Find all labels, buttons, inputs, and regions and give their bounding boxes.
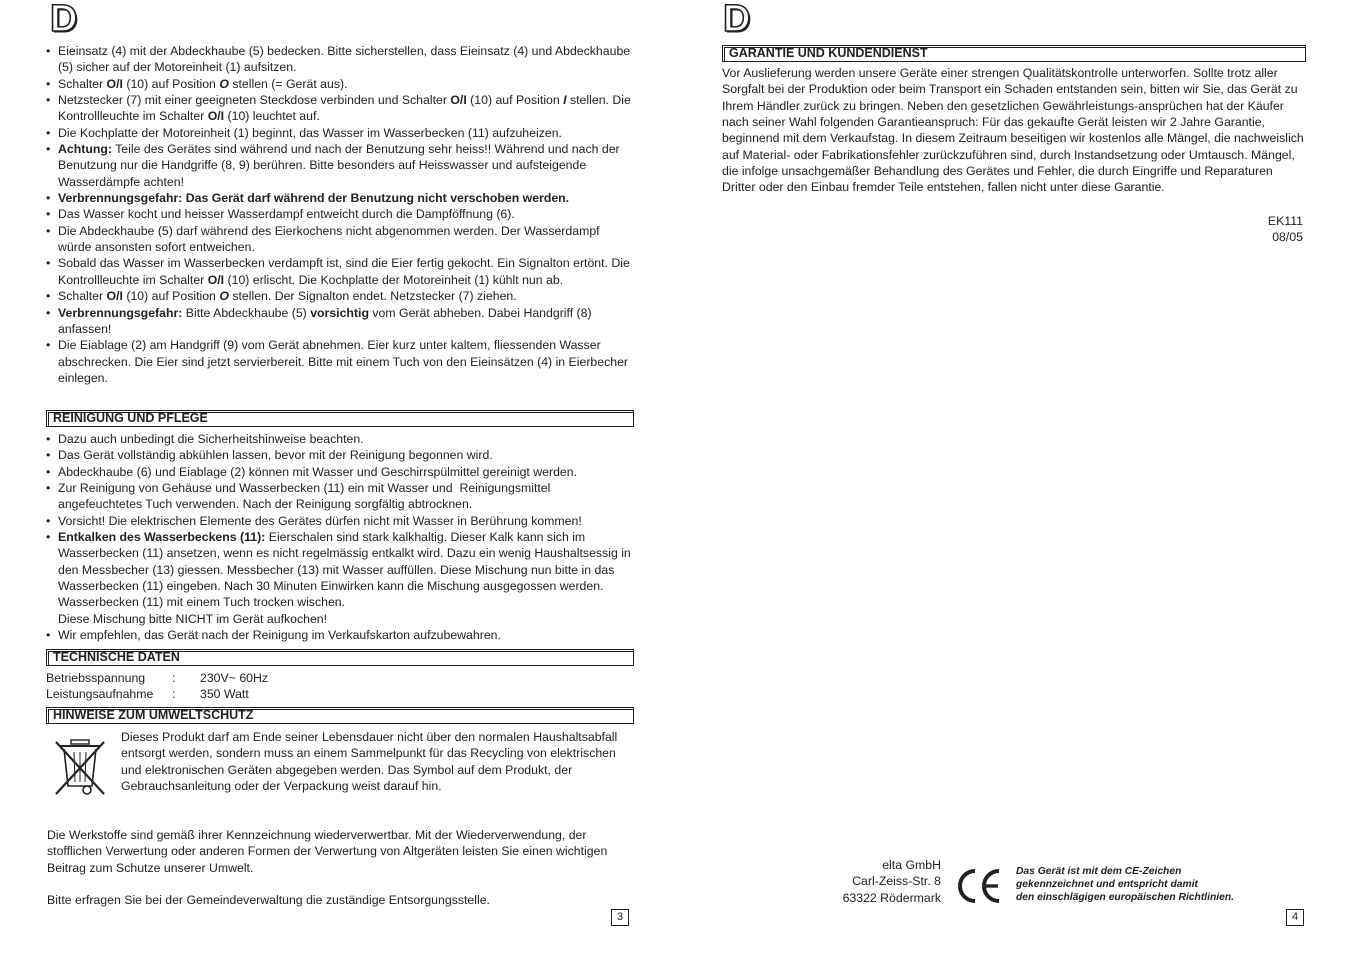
- cleaning-item: • Vorsicht! Die elektrischen Elemente des Gerätes dürfen nicht mit Wasser in Berührung kommen!: [46, 513, 632, 529]
- cleaning-item: • Zur Reinigung von Gehäuse und Wasserbecken (11) ein mit Wasser und Reinigungsmittel angefeuchtetes Tuch verwenden. Nach der Reinigung sorgfältig abtrocknen.: [46, 480, 632, 513]
- section-title-environment: HINWEISE ZUM UMWELTSCHUTZ: [46, 707, 634, 724]
- ce-mark-icon: [956, 866, 1002, 906]
- ce-statement-line: Das Gerät ist mit dem CE-Zeichen: [1016, 866, 1182, 877]
- cleaning-item: • Abdeckhaube (6) und Eiablage (2) können mit Wasser und Geschirrspülmittel gereinigt werden.: [46, 464, 632, 480]
- usage-step-item: • Die Eiablage (2) am Handgriff (9) vom Gerät abnehmen. Eier kurz unter kaltem, fliessenden Wasser abschrecken. Die Eier sind jetzt servierbereit. Bitte mit einem Tuch von den Eieinsätzen (4) in Eierbecher einlegen.: [46, 337, 632, 386]
- company-city: 63322 Rödermark: [842, 890, 941, 905]
- company-address: [830, 857, 941, 906]
- spec-value: 230V~ 60Hz: [200, 671, 269, 685]
- model-number: EK111: [1267, 214, 1303, 228]
- technical-data-table: [46, 670, 268, 702]
- cleaning-item: • Dazu auch unbedingt die Sicherheitshinweise beachten.: [46, 431, 632, 447]
- company-street: Carl-Zeiss-Str. 8: [852, 874, 941, 889]
- usage-step-item: • Achtung: Teile des Gerätes sind während und nach der Benutzung sehr heiss!! Während und nach der Benutzung nur die Handgriffe (8, 9) berühren. Bitte besonders auf Heisswasser und aufsteigende Wasserdämpfe achten!: [46, 141, 632, 190]
- spec-label: Leistungsaufnahme: [46, 687, 154, 701]
- spec-label: Betriebsspannung: [46, 671, 146, 685]
- cleaning-item: • Das Gerät vollständig abkühlen lassen, bevor mit der Reinigung begonnen wird.: [46, 447, 632, 463]
- usage-step-item: • Schalter O/I (10) auf Position O stellen (= Gerät aus).: [46, 76, 632, 92]
- usage-step-item: • Sobald das Wasser im Wasserbecken verdampft ist, sind die Eier fertig gekocht. Ein Signalton ertönt. Die Kontrollleuchte im Schalter O/I (10) erlischt. Die Kochplatte der Motoreinheit (1) kühlt nun ab.: [46, 255, 632, 288]
- warranty-text: Vor Auslieferung werden unsere Geräte einer strengen Qualitätskontrolle unterworfen. Sollte trotz aller Sorgfalt bei der Produktion oder beim Transport ein Schaden entstanden sein, bitten wir Sie, das Gerät zu Ihrem Händler zurück zu bringen. Neben den gesetzlichen Gewährleistungs-ansprüchen hat der Käufer nach seiner Wahl folgenden Garantieanspruch: Für das gekaufte Gerät leisten wir 2 Jahre Garantie, beginnend mit dem Verkaufstag. In diesem Zeitraum beseitigen wir kostenlos alle Mängel, die nachweislich auf Material- oder Fabrikationsfehler zurückzuführen sind, durch Instandsetzung oder Umtausch. Mängel, die infolge unsachgemäßer Behandlung des Gerätes und Fehler, die durch Eingriffe und Reparaturen Dritter oder den Einbau fremder Teile entstehen, fallen nicht unter diese Garantie.: [722, 66, 1304, 195]
- ce-statement-line: den einschlägigen europäischen Richtlinien.: [1016, 892, 1234, 904]
- section-title-technical: TECHNISCHE DATEN: [46, 649, 634, 666]
- cleaning-item: • Entkalken des Wasserbeckens (11): Eierschalen sind stark kalkhaltig. Dieser Kalk kann sich im Wasserbecken (11) ansetzen, wenn es nicht regelmässig entkalkt wird. Dazu ein wenig Haushaltsessig in den Messbecher (13) giessen. Messbecher (13) mit Wasser auffüllen. Diese Mischung nun bitte in das Wasserbecken (11) eingeben. Nach 30 Minuten Einwirken kann die Mischung ausgegossen werden. Wasserbecken (11) mit einem Tuch trocken wischen. Diese Mischung bitte NICHT im Gerät aufkochen!: [46, 529, 632, 627]
- page-number: 4: [1286, 909, 1304, 926]
- usage-step-item: • Schalter O/I (10) auf Position O stellen. Der Signalton endet. Netzstecker (7) ziehen.: [46, 288, 632, 304]
- language-letter: D: [50, 0, 78, 40]
- spec-separator: :: [172, 687, 176, 701]
- usage-steps-list: [46, 43, 632, 386]
- section-title-cleaning: REINIGUNG UND PFLEGE: [46, 410, 634, 427]
- section-title-warranty: GARANTIE UND KUNDENDIENST: [722, 45, 1306, 62]
- company-name: elta GmbH: [882, 858, 941, 872]
- ce-statement-line: gekennzeichnet und entspricht damit: [1016, 879, 1198, 891]
- usage-step-item: • Netzstecker (7) mit einer geeigneten Steckdose verbinden und Schalter O/I (10) auf Position I stellen. Die Kontrollleuchte im Schalter O/I (10) leuchtet auf.: [46, 92, 632, 125]
- environment-paragraph-3: Bitte erfragen Sie bei der Gemeindeverwaltung die zuständige Entsorgungsstelle.: [47, 893, 490, 907]
- usage-step-item: • Verbrennungsgefahr: Bitte Abdeckhaube (5) vorsichtig vom Gerät abheben. Dabei Handgriff (8) anfassen!: [46, 305, 632, 338]
- environment-text: Dieses Produkt darf am Ende seiner Lebensdauer nicht über den normalen Haushaltsabfall entsorgt werden, sondern muss an einem Sammelpunkt für das Recycling von elektrischen und elektronischen Geräten abgegeben werden. Das Symbol auf dem Produkt, der Gebrauchsanleitung oder der Verpackung weist darauf hin.: [121, 730, 618, 794]
- technical-data-row: [46, 686, 268, 702]
- usage-step-item: • Die Abdeckhaube (5) darf während des Eierkochens nicht abgenommen werden. Der Wasserdampf würde ansonsten sofort entweichen.: [46, 223, 632, 256]
- usage-step-item: • Verbrennungsgefahr: Das Gerät darf während der Benutzung nicht verschoben werden.: [46, 190, 632, 206]
- spec-separator: :: [172, 671, 176, 685]
- ce-statement: [1016, 865, 1234, 905]
- cleaning-item: • Wir empfehlen, das Gerät nach der Reinigung im Verkaufskarton aufzubewahren.: [46, 627, 632, 643]
- usage-step-item: • Eieinsatz (4) mit der Abdeckhaube (5) bedecken. Bitte sicherstellen, dass Eieinsatz (4) und Abdeckhaube (5) sicher auf der Motoreinheit (1) aufsitzen.: [46, 43, 632, 76]
- document-date: 08/05: [1272, 230, 1303, 244]
- cleaning-list: [46, 431, 632, 643]
- usage-step-item: • Das Wasser kocht und heisser Wasserdampf entweicht durch die Dampföffnung (6).: [46, 206, 632, 222]
- page-number: 3: [611, 909, 629, 926]
- usage-step-item: • Die Kochplatte der Motoreinheit (1) beginnt, das Wasser im Wasserbecken (11) aufzuheizen.: [46, 125, 632, 141]
- crossed-bin-icon: [52, 736, 108, 798]
- environment-paragraph-2: Die Werkstoffe sind gemäß ihrer Kennzeichnung wiederverwertbar. Mit der Wiederverwendung, der stofflichen Verwertung oder anderen Formen der Verwertung von Altgeräten leisten Sie einen wichtigen Beitrag zum Schutze unserer Umwelt.: [47, 828, 608, 875]
- model-info: [1268, 213, 1303, 245]
- language-letter: D: [723, 0, 751, 40]
- spec-value: 350 Watt: [200, 687, 249, 701]
- technical-data-row: [46, 670, 268, 686]
